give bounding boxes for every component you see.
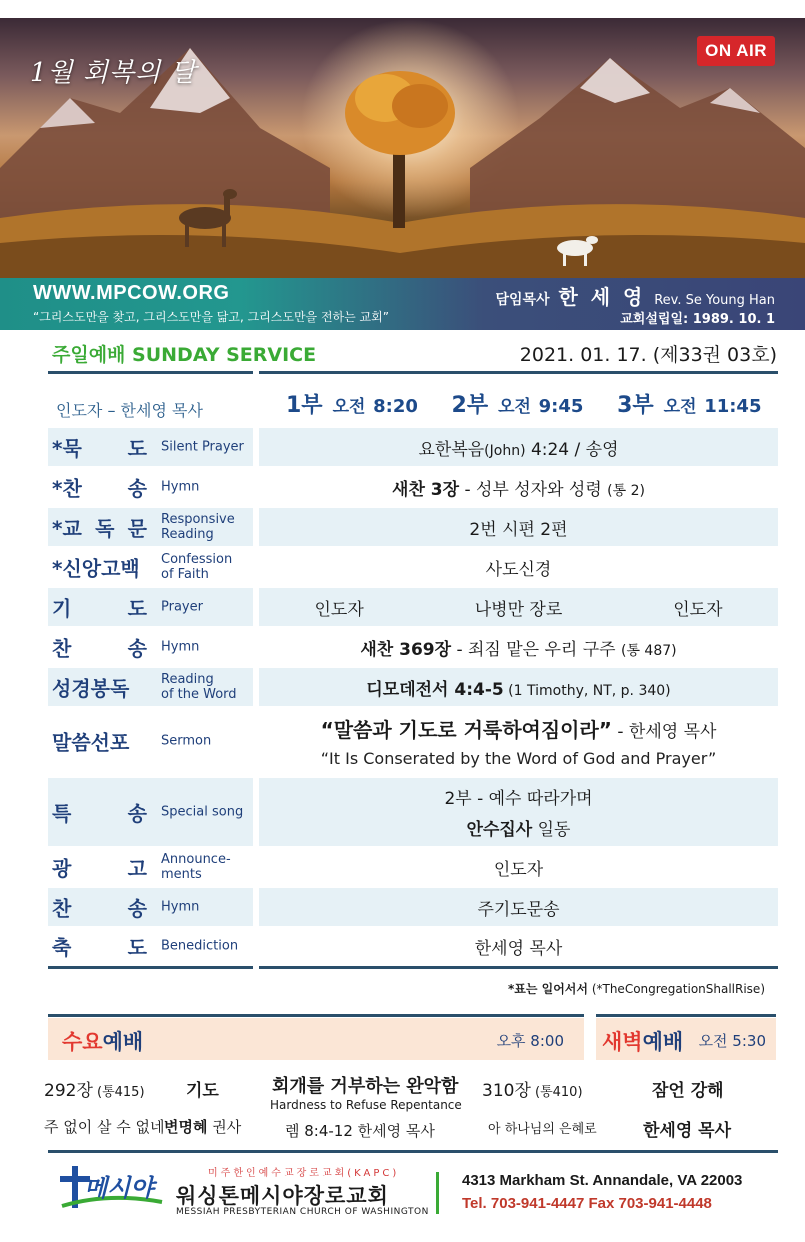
item-label-en: Prayer xyxy=(161,599,203,615)
service-times xyxy=(286,388,787,419)
hero-banner xyxy=(0,18,805,280)
church-phone[interactable]: Tel. 703-941-4447 Fax 703-941-4448 xyxy=(462,1195,712,1212)
item-label-en: Sermon xyxy=(161,733,212,749)
dawn-preacher: 한세영 목사 xyxy=(643,1121,732,1141)
wed-hymn-1-title: 주 없이 살 수 없네 xyxy=(44,1118,165,1136)
wed-sermon-title: 회개를 거부하는 완악함 xyxy=(272,1076,459,1097)
standing-note: *표는 일어서서 (*TheCongregationShallRise) xyxy=(507,982,765,996)
dawn-content: 잠언 강해 xyxy=(652,1081,724,1101)
order-confession xyxy=(48,548,778,586)
item-content: 새찬 3장 - 성부 성자와 성령 (통 2) xyxy=(392,479,645,500)
item-label-ko: 찬 송 xyxy=(52,636,147,661)
wed-hymn-1: 292장 (통415) xyxy=(44,1081,145,1101)
item-label-en: Hymn xyxy=(161,899,200,915)
pastor-name-en: Rev. Se Young Han xyxy=(654,293,775,308)
item-content: 요한복음(John) 4:24 / 송영 xyxy=(418,439,619,460)
sunday-service-title: 주일예배 SUNDAY SERVICE xyxy=(52,344,317,366)
order-scripture-reading xyxy=(48,668,778,706)
item-label-ko: *신앙고백 xyxy=(52,556,140,581)
wed-sermon-title-en: Hardness to Refuse Repentance xyxy=(270,1098,462,1112)
table-top-rule-right xyxy=(259,371,778,374)
wed-hymn-2: 310장 (통410) xyxy=(482,1081,583,1101)
item-content: 한세영 목사 xyxy=(474,938,563,959)
dawn-top-rule xyxy=(596,1014,776,1017)
service-2: 2부 오전 9:45 xyxy=(451,393,584,418)
dawn-service-header xyxy=(596,1018,776,1060)
item-label-en: Special song xyxy=(161,804,244,820)
wednesday-title: 수요예배 xyxy=(62,1030,144,1054)
website-url[interactable]: WWW.MPCOW.ORG xyxy=(33,282,230,304)
item-label-en: Responsive Reading xyxy=(161,512,235,542)
bulletin-date: 2021. 01. 17. (제33권 03호) xyxy=(519,344,777,366)
item-label-ko: *묵 도 xyxy=(52,436,147,461)
special-song-performer: 안수집사 일동 xyxy=(466,820,571,840)
order-hymn-1 xyxy=(48,468,778,506)
item-label-ko: 기 도 xyxy=(52,596,147,621)
special-song-title: 2부 - 예수 따라가며 xyxy=(444,789,593,809)
footer-divider xyxy=(436,1172,439,1214)
church-motto: “그리스도만을 찾고, 그리스도만을 닮고, 그리스도만을 전하는 교회” xyxy=(33,310,389,324)
banner-title: 1월 회복의 달 xyxy=(30,58,197,88)
wed-sermon-ref: 렘 8:4-12 한세영 목사 xyxy=(285,1122,435,1140)
order-benediction xyxy=(48,928,778,964)
item-content: 사도신경 xyxy=(485,559,552,580)
item-label-en: Hymn xyxy=(161,479,200,495)
denomination: 미주한인예수교장로교회(KAPC) xyxy=(208,1168,400,1179)
order-sermon xyxy=(48,708,778,774)
church-name: 워싱톤메시야장로교회 xyxy=(176,1184,389,1208)
order-announcements xyxy=(48,848,778,886)
service-3: 3부 오전 11:45 xyxy=(617,393,762,418)
order-responsive-reading xyxy=(48,508,778,546)
service-leader: 인도자 – 한세영 목사 xyxy=(56,401,203,420)
item-label-en: Reading of the Word xyxy=(161,672,237,702)
item-content: 주기도문송 xyxy=(477,899,560,920)
dawn-title: 새벽예배 xyxy=(602,1030,684,1054)
item-content: 새찬 369장 - 죄짐 맡은 우리 구주 (통 487) xyxy=(360,639,677,660)
item-content: 2번 시편 2편 xyxy=(469,519,568,540)
order-special-song xyxy=(48,778,778,846)
wed-prayer-label: 기도 xyxy=(186,1081,219,1101)
church-address: 4313 Markham St. Annandale, VA 22003 xyxy=(462,1172,743,1189)
item-label-ko: 성경봉독 xyxy=(52,676,130,701)
church-header-bar xyxy=(0,278,805,330)
item-label-ko: 광 고 xyxy=(52,856,147,881)
footer-rule xyxy=(48,1150,778,1153)
prayer-service-2: 나병만 장로 xyxy=(474,599,563,620)
prayer-service-1: 인도자 xyxy=(314,599,364,620)
item-label-ko: *교 독 문 xyxy=(52,516,147,541)
item-label-en: Silent Prayer xyxy=(161,439,244,455)
table-bottom-rule-left xyxy=(48,966,253,969)
item-label-ko: 특 송 xyxy=(52,801,147,826)
dawn-time: 오전 5:30 xyxy=(698,1032,766,1050)
table-top-rule-left xyxy=(48,371,253,374)
item-label-ko: 말씀선포 xyxy=(52,730,130,755)
item-content: 디모데전서 4:4-5 (1 Timothy, NT, p. 340) xyxy=(366,679,671,700)
order-prayer xyxy=(48,588,778,626)
prayer-leaders xyxy=(259,595,778,620)
item-label-en: Confession of Faith xyxy=(161,552,233,582)
service-1: 1부 오전 8:20 xyxy=(286,393,418,418)
order-hymn-3 xyxy=(48,888,778,926)
pastor-name: 한 세 영 xyxy=(558,285,646,309)
wednesday-time: 오후 8:00 xyxy=(496,1032,564,1050)
table-bottom-rule-right xyxy=(259,966,778,969)
order-silent-prayer xyxy=(48,428,778,466)
prayer-service-3: 인도자 xyxy=(673,599,723,620)
wed-prayer-by: 변명혜 권사 xyxy=(164,1118,242,1136)
wed-hymn-2-title: 아 하나님의 은혜로 xyxy=(488,1122,597,1137)
sermon-title-ko: “말씀과 기도로 거룩하여짐이라” - 한세영 목사 xyxy=(320,718,717,742)
church-name-en: MESSIAH PRESBYTERIAN CHURCH OF WASHINGTON xyxy=(176,1207,429,1217)
item-label-ko: 찬 송 xyxy=(52,896,147,921)
founding-date: 교회설립일: 1989. 10. 1 xyxy=(620,312,775,327)
item-label-en: Benediction xyxy=(161,938,239,954)
item-label-en: Hymn xyxy=(161,639,200,655)
sermon-title-en: “It Is Conserated by the Word of God and Prayer” xyxy=(320,749,717,768)
item-label-en: Announce- ments xyxy=(161,852,231,882)
pastor-label: 담임목사 xyxy=(495,292,550,308)
item-content: 인도자 xyxy=(493,859,544,880)
on-air-badge: ON AIR xyxy=(697,36,775,66)
item-label-ko: *찬 송 xyxy=(52,476,147,501)
item-label-ko: 축 도 xyxy=(52,935,147,960)
wed-top-rule xyxy=(48,1014,584,1017)
senior-pastor xyxy=(495,281,775,310)
wednesday-service-header xyxy=(48,1018,584,1060)
order-hymn-2 xyxy=(48,628,778,666)
logo-wordmark: 메시야 xyxy=(84,1173,154,1202)
